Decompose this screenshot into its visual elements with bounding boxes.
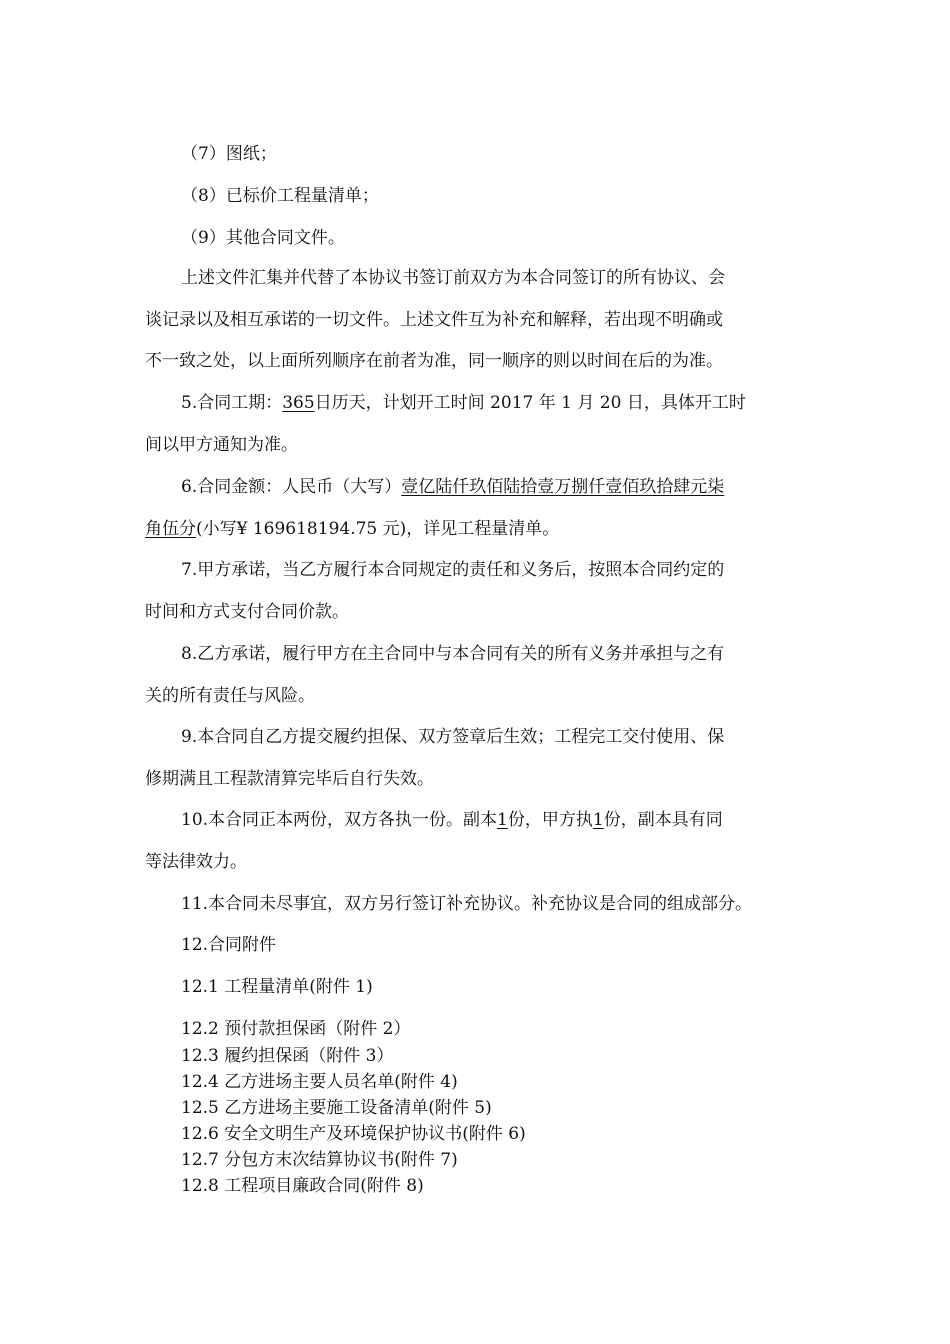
clause-5-line-2: 间以甲方通知为准。 xyxy=(145,435,298,455)
amount-uppercase-part-1: 壹亿陆仟玖佰陆拾壹万捌仟壹佰玖拾肆元柒 xyxy=(401,477,725,497)
clause-6-line-1 xyxy=(181,475,724,499)
clause-5-text: 日历天，计划开工时间 2017 年 1 月 20 日，具体开工时 xyxy=(314,393,746,413)
attachment-item: 12.6 安全文明生产及环境保护协议书(附件 6) xyxy=(181,1124,526,1144)
paragraph-line: 谈记录以及相互承诺的一切文件。上述文件互为补充和解释，若出现不明确或 xyxy=(145,310,723,330)
clause-10-text: 10.本合同正本两份，双方各执一份。副本 xyxy=(181,810,498,830)
amount-uppercase-part-2: 角伍分 xyxy=(145,519,196,539)
clause-10-text: 份，甲方执 xyxy=(507,810,593,830)
clause-11: 11.本合同未尽事宜，双方另行签订补充协议。补充协议是合同的组成部分。 xyxy=(181,894,753,914)
attachment-item: 12.2 预付款担保函（附件 2） xyxy=(181,1019,411,1039)
amount-lowercase: (小写¥ 169618194.75 元)，详见工程量清单。 xyxy=(196,519,560,539)
clause-6-line-2 xyxy=(145,517,559,541)
list-item: （9）其他合同文件。 xyxy=(181,228,345,248)
clause-9-line-2: 修期满且工程款清算完毕后自行失效。 xyxy=(145,769,434,789)
clause-9-line-1: 9.本合同自乙方提交履约担保、双方签章后生效；工程完工交付使用、保 xyxy=(181,727,725,747)
clause-10-text: 份，副本具有同 xyxy=(603,810,723,830)
attachment-item: 12.4 乙方进场主要人员名单(附件 4) xyxy=(181,1072,458,1092)
attachment-item: 12.3 履约担保函（附件 3） xyxy=(181,1046,394,1066)
clause-7-line-1: 7.甲方承诺，当乙方履行本合同规定的责任和义务后，按照本合同约定的 xyxy=(181,560,725,580)
clause-7-line-2: 时间和方式支付合同价款。 xyxy=(145,602,349,622)
clause-8-line-2: 关的所有责任与风险。 xyxy=(145,686,315,706)
paragraph-line: 上述文件汇集并代替了本协议书签订前双方为本合同签订的所有协议、会 xyxy=(181,268,725,288)
clause-8-line-1: 8.乙方承诺，履行甲方在主合同中与本合同有关的所有义务并承担与之有 xyxy=(181,644,725,664)
contract-duration-days: 365 xyxy=(282,393,315,413)
clause-12-heading: 12.合同附件 xyxy=(181,935,277,955)
paragraph-line: 不一致之处，以上面所列顺序在前者为准，同一顺序的则以时间在后的为准。 xyxy=(145,351,723,371)
copies-count: 1 xyxy=(497,810,508,830)
attachment-item: 12.5 乙方进场主要施工设备清单(附件 5) xyxy=(181,1098,492,1118)
attachment-item: 12.8 工程项目廉政合同(附件 8) xyxy=(181,1176,424,1196)
list-item: （8）已标价工程量清单； xyxy=(181,186,379,206)
clause-10-line-2: 等法律效力。 xyxy=(145,852,247,872)
clause-10-line-1 xyxy=(181,808,723,832)
clause-6-prefix: 6.合同金额：人民币（大写） xyxy=(181,477,402,497)
attachment-item: 12.1 工程量清单(附件 1) xyxy=(181,977,373,997)
clause-5-prefix: 5.合同工期： xyxy=(181,393,283,413)
party-a-copies-count: 1 xyxy=(592,810,604,830)
clause-5-line-1 xyxy=(181,391,746,415)
attachment-item: 12.7 分包方末次结算协议书(附件 7) xyxy=(181,1150,458,1170)
list-item: （7）图纸； xyxy=(181,144,277,164)
